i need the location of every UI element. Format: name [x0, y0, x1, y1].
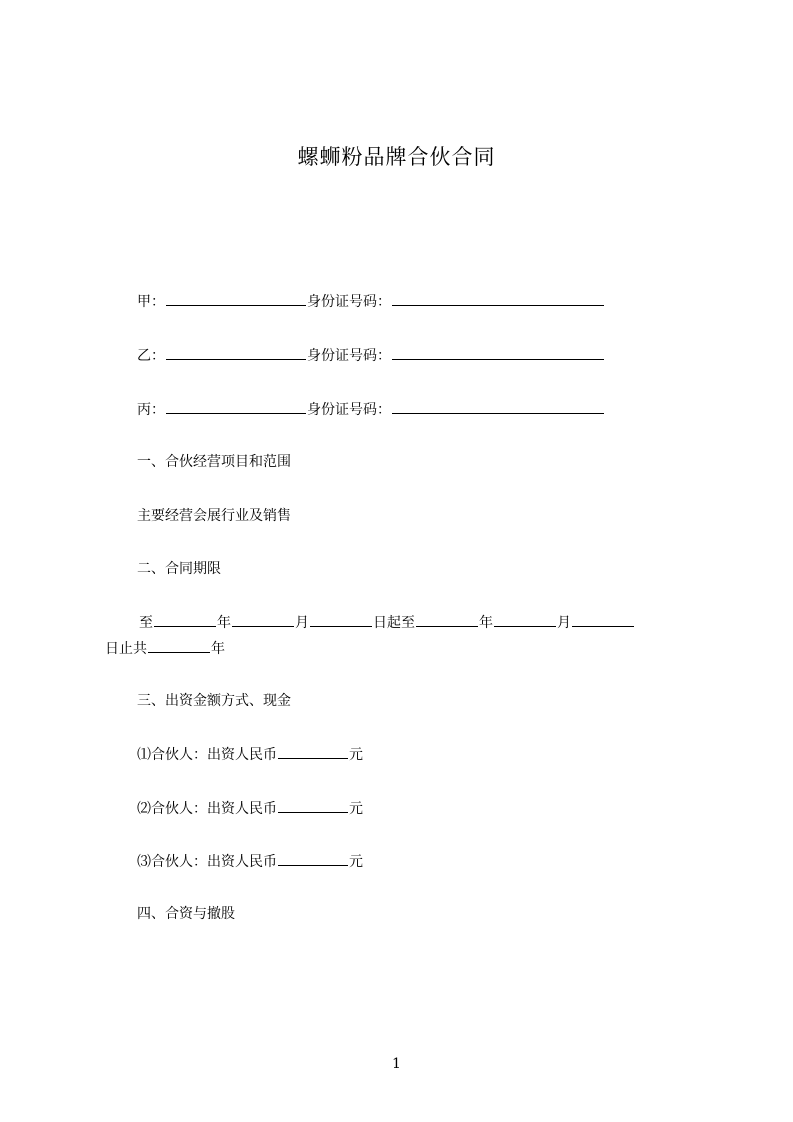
section-heading-2: 二、合同期限 — [137, 561, 221, 577]
investment-item-1 — [137, 744, 363, 765]
party-label: 丙： — [137, 402, 165, 418]
id-blank — [392, 291, 604, 306]
term-day-from: 日起至 — [373, 615, 415, 631]
name-blank — [166, 345, 306, 360]
party-line-c — [137, 399, 605, 420]
party-label: 甲： — [137, 294, 165, 310]
date-blank — [154, 612, 216, 627]
investment-prefix: ⑴合伙人：出资人民币 — [137, 747, 277, 763]
date-blank — [572, 612, 634, 627]
section-body-1: 主要经营会展行业及销售 — [137, 508, 291, 524]
term-day-end: 日止共 — [105, 641, 147, 657]
date-blank — [232, 612, 294, 627]
section-heading-4: 四、合资与撤股 — [137, 906, 235, 922]
term-zhi: 至 — [139, 615, 153, 631]
date-blank — [416, 612, 478, 627]
term-year2: 年 — [479, 615, 493, 631]
section-heading-1: 一、合伙经营项目和范围 — [137, 454, 291, 470]
term-years: 年 — [211, 641, 225, 657]
amount-blank — [278, 798, 348, 813]
investment-unit: 元 — [349, 801, 363, 817]
amount-blank — [278, 744, 348, 759]
id-label: 身份证号码： — [307, 294, 391, 310]
investment-unit: 元 — [349, 854, 363, 870]
party-line-b — [137, 345, 605, 366]
document-title: 螺蛳粉品牌合伙合同 — [297, 145, 496, 169]
party-label: 乙： — [137, 348, 165, 364]
id-label: 身份证号码： — [307, 348, 391, 364]
page-number: 1 — [392, 1056, 401, 1072]
amount-blank — [278, 851, 348, 866]
investment-item-3 — [137, 851, 363, 872]
date-blank — [310, 612, 372, 627]
investment-unit: 元 — [349, 747, 363, 763]
term-line-1 — [139, 612, 635, 633]
term-line-2 — [105, 638, 225, 659]
date-blank — [148, 638, 210, 653]
party-line-a — [137, 291, 605, 312]
investment-prefix: ⑶合伙人：出资人民币 — [137, 854, 277, 870]
id-label: 身份证号码： — [307, 402, 391, 418]
section-heading-3: 三、出资金额方式、现金 — [137, 693, 291, 709]
date-blank — [494, 612, 556, 627]
id-blank — [392, 345, 604, 360]
term-year: 年 — [217, 615, 231, 631]
term-month: 月 — [295, 615, 309, 631]
name-blank — [166, 291, 306, 306]
term-month2: 月 — [557, 615, 571, 631]
id-blank — [392, 399, 604, 414]
investment-prefix: ⑵合伙人：出资人民币 — [137, 801, 277, 817]
investment-item-2 — [137, 798, 363, 819]
name-blank — [166, 399, 306, 414]
